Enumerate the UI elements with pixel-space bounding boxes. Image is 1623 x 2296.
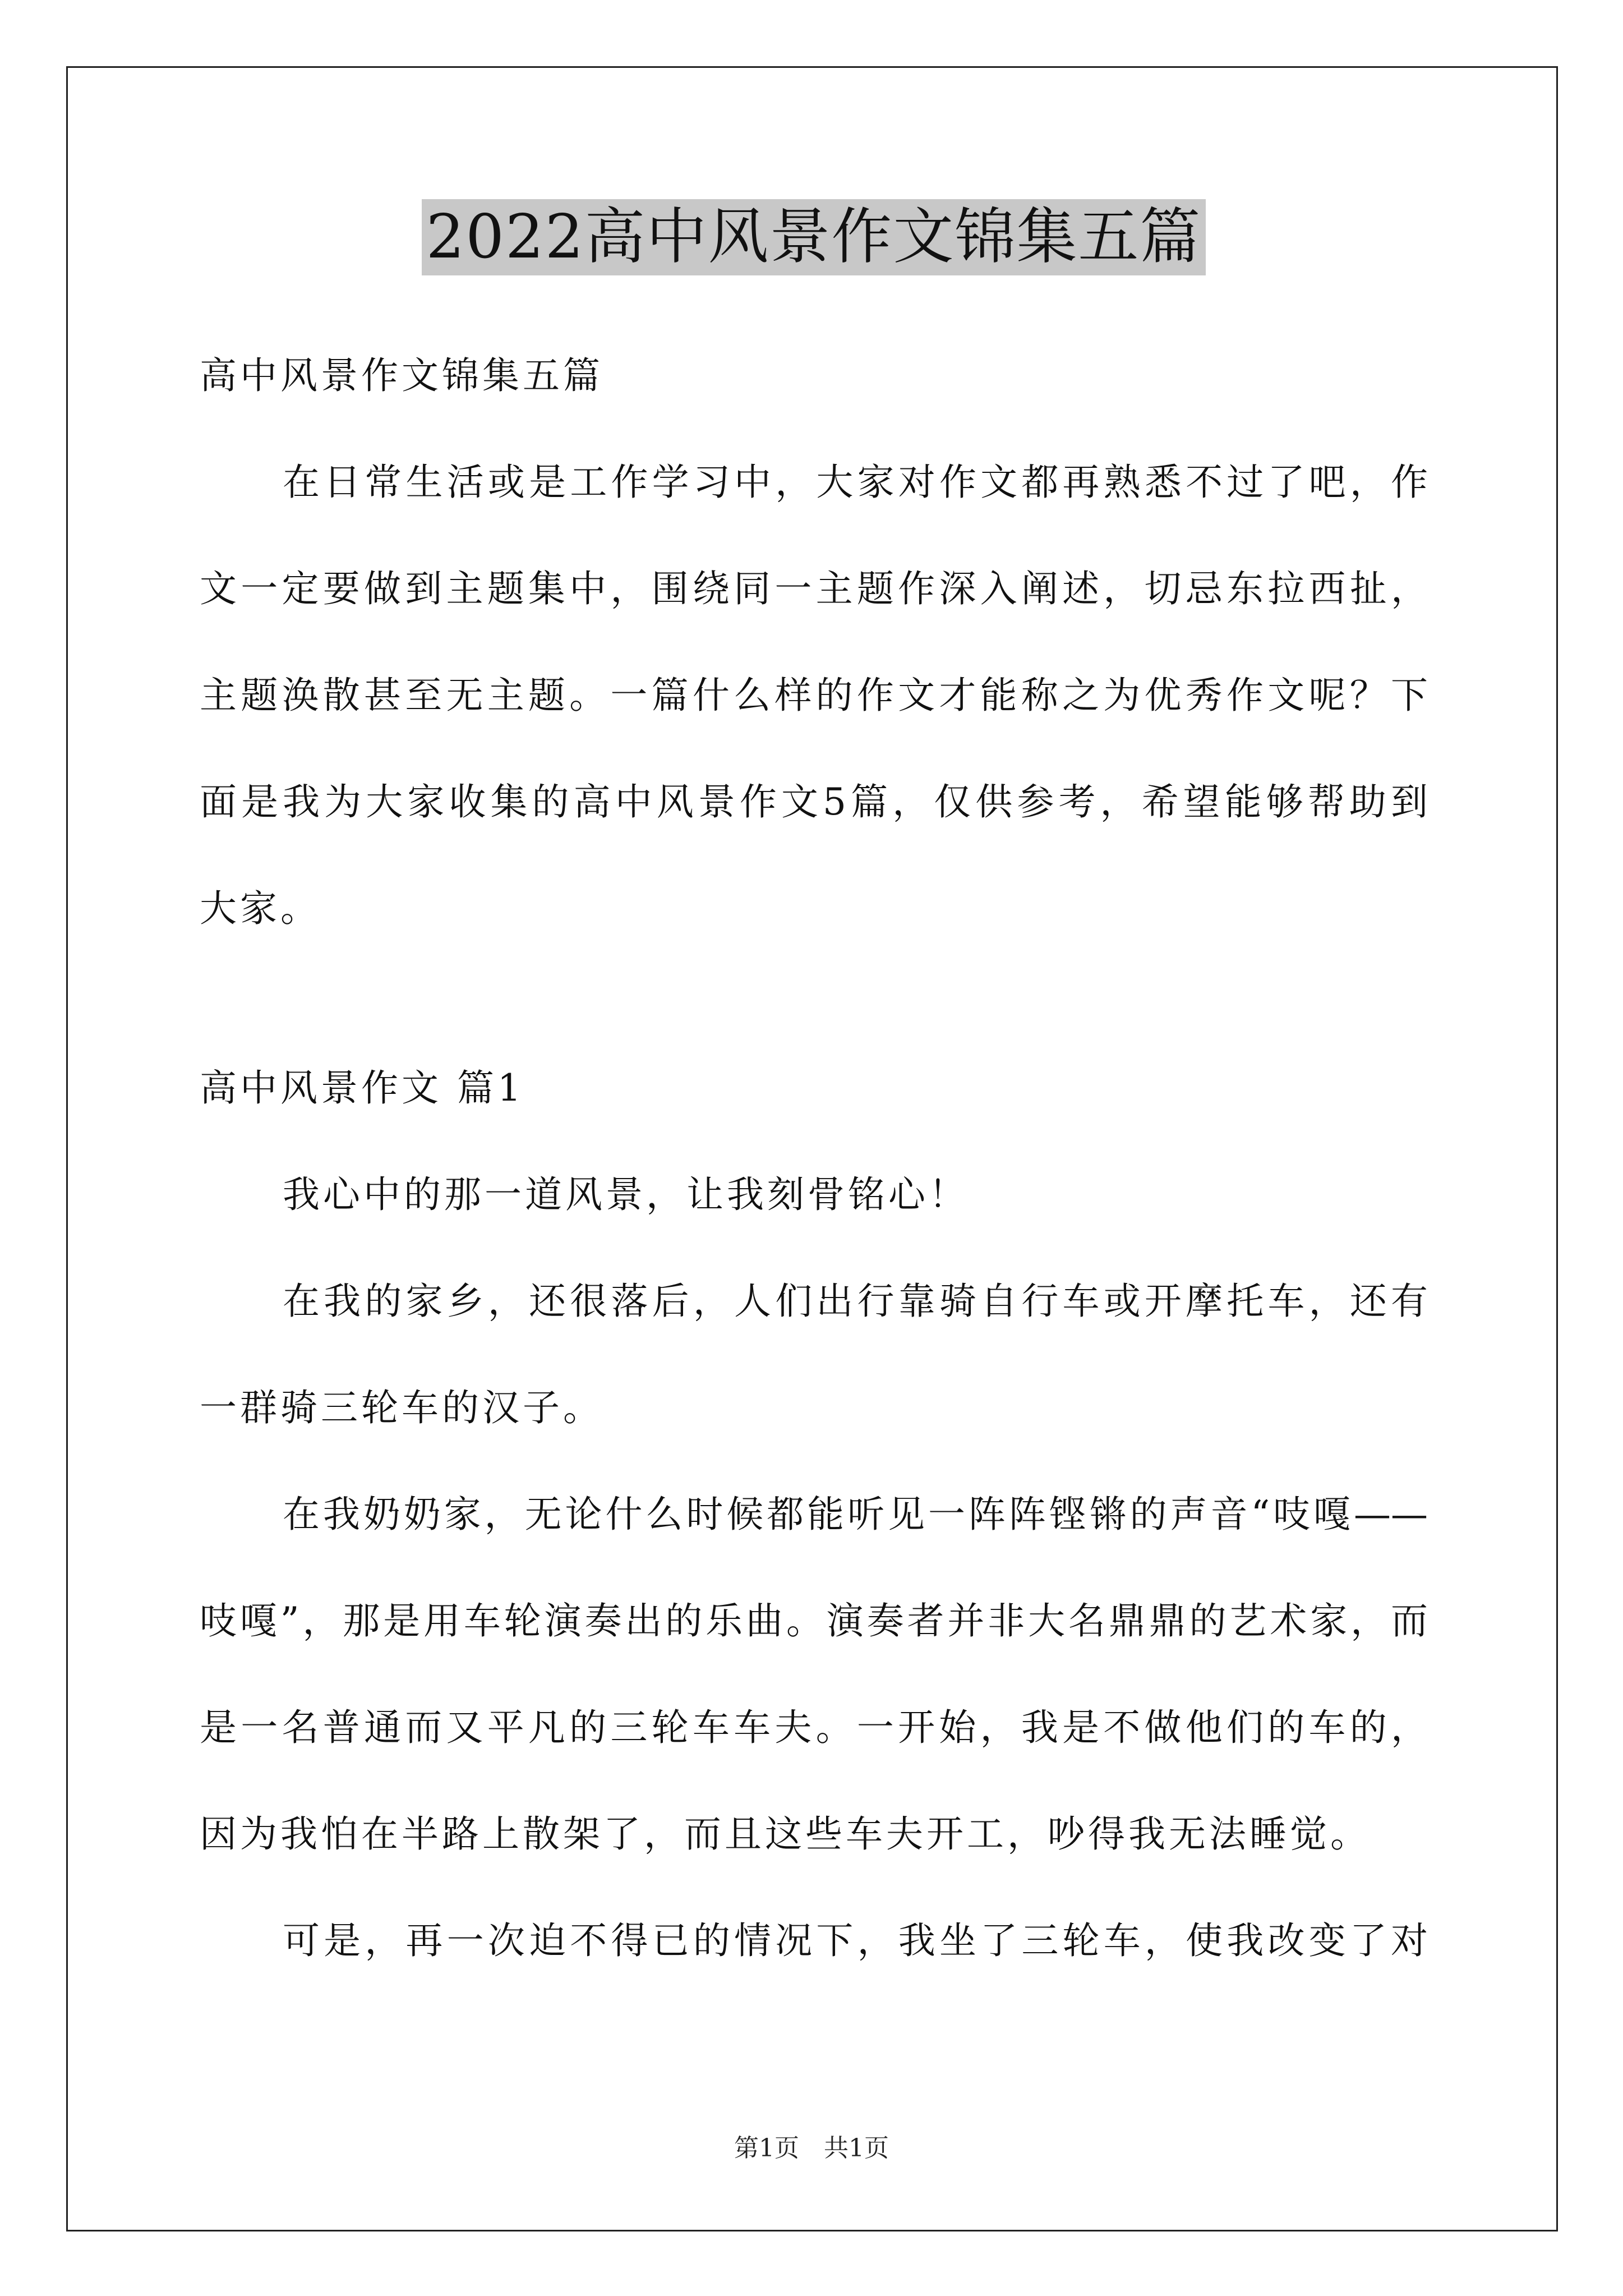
page-number-label: 第1页 共1页 bbox=[734, 2134, 889, 2162]
intro-line: 大家。 bbox=[200, 887, 321, 930]
section-heading: 高中风景作文 篇1 bbox=[200, 1066, 524, 1110]
essay-line: 在我奶奶家，无论什么时候都能听见一阵阵铿锵的声音“吱嘎—— bbox=[283, 1493, 1428, 1536]
intro-line: 面是我为大家收集的高中风景作文5篇，仅供参考，希望能够帮助到 bbox=[200, 780, 1428, 823]
essay-line: 在我的家乡，还很落后，人们出行靠骑自行车或开摩托车，还有 bbox=[283, 1280, 1428, 1323]
document-heading: 高中风景作文锦集五篇 bbox=[200, 354, 603, 397]
intro-line: 在日常生活或是工作学习中，大家对作文都再熟悉不过了吧，作 bbox=[283, 461, 1428, 504]
essay-line: 可是，再一次迫不得已的情况下，我坐了三轮车，使我改变了对 bbox=[283, 1919, 1428, 1962]
essay-line: 我心中的那一道风景，让我刻骨铭心！ bbox=[283, 1173, 969, 1216]
intro-line: 文一定要做到主题集中，围绕同一主题作深入阐述，切忌东拉西扯， bbox=[200, 567, 1428, 610]
page-footer bbox=[0, 2132, 1623, 2165]
document-title: 2022高中风景作文锦集五篇 bbox=[422, 199, 1206, 275]
essay-line: 一群骑三轮车的汉子。 bbox=[200, 1386, 603, 1429]
essay-line: 吱嘎”，那是用车轮演奏出的乐曲。演奏者并非大名鼎鼎的艺术家，而 bbox=[200, 1599, 1428, 1642]
intro-line: 主题涣散甚至无主题。一篇什么样的作文才能称之为优秀作文呢？下 bbox=[200, 674, 1428, 717]
essay-line: 因为我怕在半路上散架了，而且这些车夫开工，吵得我无法睡觉。 bbox=[200, 1812, 1371, 1856]
essay-line: 是一名普通而又平凡的三轮车车夫。一开始，我是不做他们的车的， bbox=[200, 1706, 1428, 1749]
title-wrap bbox=[200, 199, 1428, 275]
